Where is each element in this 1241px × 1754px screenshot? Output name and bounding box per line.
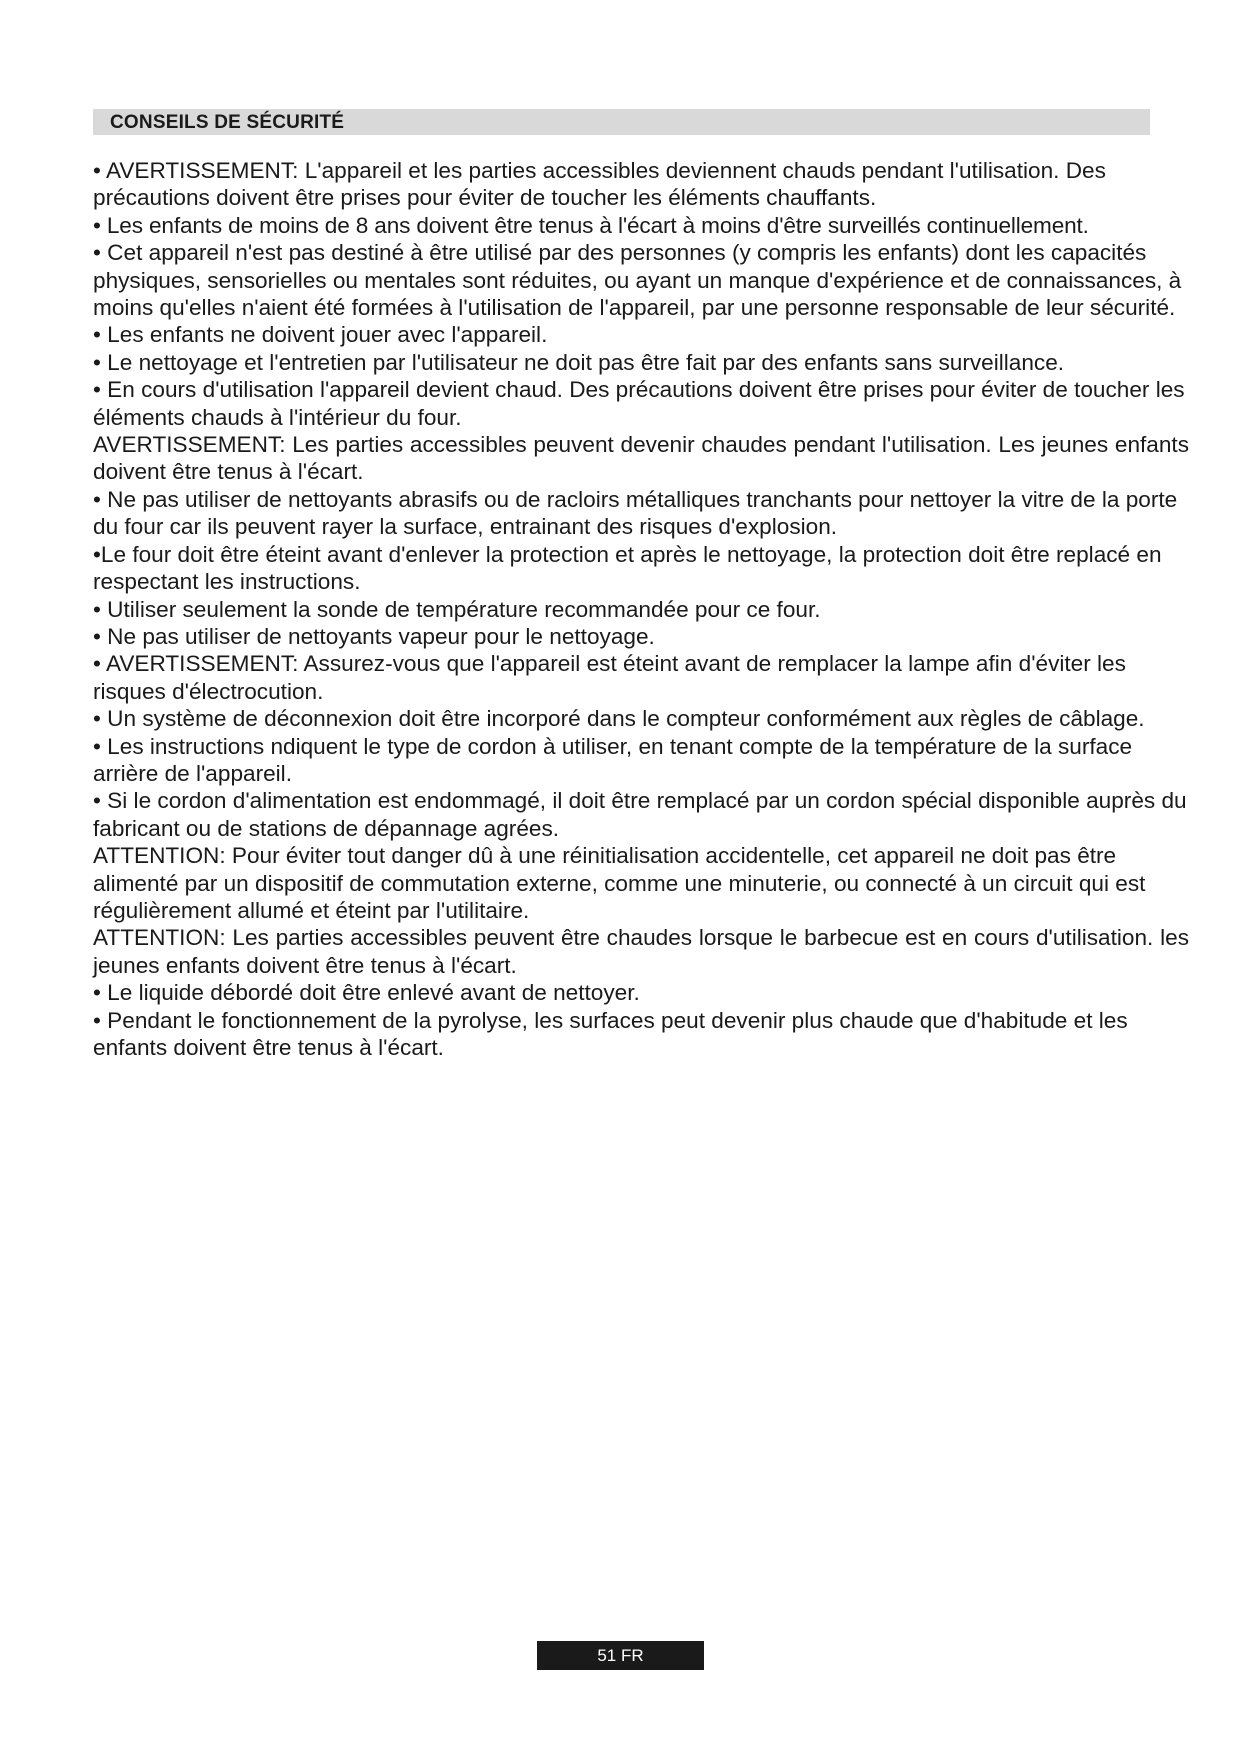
paragraph: • Le liquide débordé doit être enlevé avant de nettoyer. xyxy=(93,980,640,1006)
paragraph: AVERTISSEMENT: Les parties accessibles peuvent devenir chaudes pendant l'utilisation. Les jeunes enfants doivent être tenus à l'écart. xyxy=(93,432,1189,485)
paragraph: • Cet appareil n'est pas destiné à être utilisé par des personnes (y compris les enfants) dont les capacités physiques, sensorielles ou mentales sont réduites, ou ayant un manque d'expérience et de connaissances, à moins qu'elles n'aient été formées à l'utilisation de l'appareil, par une personne responsable de leur sécurité. xyxy=(93,240,1182,321)
section-header-bar xyxy=(93,109,1150,135)
paragraph: • En cours d'utilisation l'appareil devient chaud. Des précautions doivent être prises pour éviter de toucher les éléments chauds à l'intérieur du four. xyxy=(93,377,1185,430)
page-number: 51 FR xyxy=(537,1641,704,1670)
safety-instructions xyxy=(93,157,1189,1061)
paragraph: ATTENTION: Les parties accessibles peuvent être chaudes lorsque le barbecue est en cours d'utilisation. les jeunes enfants doivent être tenus à l'écart. xyxy=(93,925,1189,978)
paragraph: • AVERTISSEMENT: L'appareil et les parties accessibles deviennent chauds pendant l'utilisation. Des précautions doivent être prises pour éviter de toucher les éléments chauffants. xyxy=(93,158,1106,211)
paragraph: • Le nettoyage et l'entretien par l'utilisateur ne doit pas être fait par des enfants sans surveillance. xyxy=(93,349,1065,375)
paragraph: • Un système de déconnexion doit être incorporé dans le compteur conformément aux règles de câblage. xyxy=(93,706,1145,732)
paragraph: • Les enfants ne doivent jouer avec l'appareil. xyxy=(93,322,548,348)
paragraph: •Le four doit être éteint avant d'enlever la protection et après le nettoyage, la protection doit être replacé en respectant les instructions. xyxy=(93,541,1162,595)
paragraph: • Pendant le fonctionnement de la pyrolyse, les surfaces peut devenir plus chaude que d'habitude et les enfants doivent être tenus à l'écart. xyxy=(93,1007,1128,1060)
paragraph: • Si le cordon d'alimentation est endommagé, il doit être remplacé par un cordon spécial disponible auprès du fabricant ou de stations de dépannage agrées. xyxy=(93,788,1187,841)
paragraph: • Ne pas utiliser de nettoyants abrasifs ou de racloirs métalliques tranchants pour nettoyer la vitre de la porte du four car ils peuvent rayer la surface, entrainant des risques d'explosion. xyxy=(93,486,1178,540)
paragraph: • Les instructions ndiquent le type de cordon à utiliser, en tenant compte de la température de la surface arrière de l'appareil. xyxy=(93,733,1133,786)
paragraph: • AVERTISSEMENT: Assurez-vous que l'appareil est éteint avant de remplacer la lampe afin d'éviter les risques d'électrocution. xyxy=(93,651,1126,704)
paragraph: • Les enfants de moins de 8 ans doivent être tenus à l'écart à moins d'être surveillés continuellement. xyxy=(93,212,1089,238)
paragraph: • Ne pas utiliser de nettoyants vapeur pour le nettoyage. xyxy=(93,623,655,649)
section-title: CONSEILS DE SÉCURITÉ xyxy=(110,112,345,133)
paragraph: ATTENTION: Pour éviter tout danger dû à une réinitialisation accidentelle, cet appareil ne doit pas être alimenté par un dispositif de commutation externe, comme une minuterie, ou connecté à un circuit qui est régulièrement allumé et éteint par l'utilitaire. xyxy=(93,843,1146,923)
paragraph: • Utiliser seulement la sonde de température recommandée pour ce four. xyxy=(93,596,821,622)
